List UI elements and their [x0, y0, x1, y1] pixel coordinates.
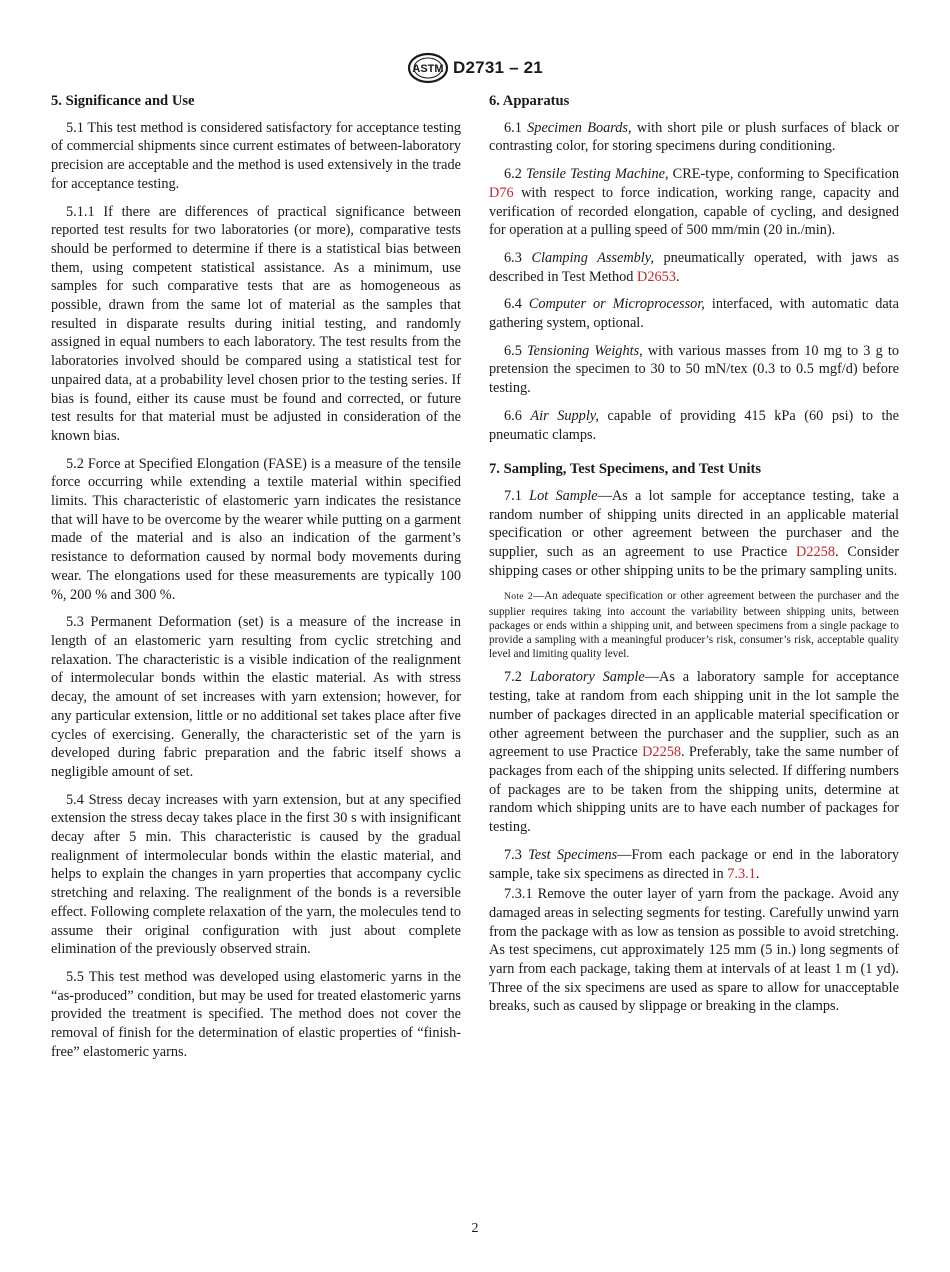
paragraph-5-2: 5.2 Force at Specified Elongation (FASE) is a measure of the tensile force occurring while extending a textile material within specified limits. This characteristic of elastomeric yarn indicates the resistance that will have to be overcome by the wearer while putting on a garment made of the material and is also an indication of the garment’s resistance to deformation caused by normal body movements during wear. The elongations used for these measurements are typically 100 %, 200 % and 300 %.	[51, 455, 461, 603]
svg-text:ASTM: ASTM	[412, 63, 444, 75]
paragraph-6-5: 6.5 Tensioning Weights, with various masses from 10 mg to 3 g to pretension the specimen to 30 to 50 mN/tex (0.3 to 0.5 mgf/d) before testing.	[489, 342, 899, 397]
paragraph-6-1: 6.1 Specimen Boards, with short pile or plush surfaces of black or contrasting color, for storing specimens during conditioning.	[489, 119, 899, 155]
link-d2258-2[interactable]: D2258	[642, 744, 682, 761]
left-column	[51, 92, 461, 1070]
paragraph-5-1: 5.1 This test method is considered satisfactory for acceptance testing of commercial shipments since current estimates of between-laboratory precision are acceptable and the method is used extensively in the trade for acceptance testing.	[51, 119, 461, 192]
right-column	[489, 92, 899, 1025]
paragraph-7-3-1: 7.3.1 Remove the outer layer of yarn from the package. Avoid any damaged areas in selecting segments for testing. Carefully unwind yarn from the package with as low as tension as possible to avoid stretching. As test specimens, cut approximately 125 mm (5 in.) long segments of yarn from each package, taking them at intervals of at least 1 m (1 yd). Three of the six specimens are used as spare to allow for unacceptable breaks, such as caused by slippage or breaking in the clamps.	[489, 886, 899, 1015]
section-5-title: 5. Significance and Use	[51, 93, 195, 109]
paragraph-5-5: 5.5 This test method was developed using elastomeric yarns in the “as-produced” condition, but may be used for treated elastomeric yarns provided the treatment is specified. The method does not cover the removal of finish for the determination of elastic properties of “finish-free” elastomeric yarns.	[51, 968, 461, 1060]
paragraph-5-1-1: 5.1.1 If there are differences of practical significance between reported test results for two laboratories (or more), comparative tests should be performed to determine if there is a statistical bias between them, using competent statistical assistance. As a minimum, use samples for such comparative tests that are as homogeneous as possible, drawn from the same lot of material as the samples that resulted in disparate results during initial testing, and randomly assigned in equal numbers to each laboratory. The test results from the laboratories involved should be compared using a statistical test for unpaired data, at a probability level chosen prior to the testing series. If bias is found, either its cause must be found and corrected, or future test results for that material must be adjusted in consideration of the known bias.	[51, 203, 461, 444]
page-number: 2	[471, 1221, 479, 1236]
paragraph-6-2: 6.2 Tensile Testing Machine, CRE-type, conforming to Specification D76 with respect to force indication, working range, capacity and verification of recorded elongation, capable of cycling, and designed for operation at a pulling speed of 500 mm/min (20 in./min).	[489, 166, 900, 239]
paragraph-6-6: 6.6 Air Supply, capable of providing 415 kPa (60 psi) to the pneumatic clamps.	[489, 407, 899, 443]
link-d2653[interactable]: D2653	[637, 268, 676, 285]
paragraph-7-3: 7.3 Test Specimens—From each package or end in the laboratory sample, take six specimens as directed in 7.3.1.	[489, 846, 899, 882]
page-header	[0, 52, 950, 84]
paragraph-6-3: 6.3 Clamping Assembly, pneumatically operated, with jaws as described in Test Method D2653.	[489, 249, 900, 285]
standard-designation: D2731 – 21	[453, 58, 543, 77]
note-2: Note 2—An adequate specification or other agreement between the purchaser and the supplier requires taking into account the variability between shipping units, between packages or ends within a shipping unit, and between specimens from a single package to provide a sampling with a meaningful producer’s risk, consumer’s risk, acceptable quality level and limiting quality level.	[489, 590, 899, 661]
astm-logo-icon	[407, 52, 449, 84]
link-d76[interactable]: D76	[489, 184, 514, 201]
section-7-title: 7. Sampling, Test Specimens, and Test Units	[489, 461, 762, 478]
paragraph-7-2: 7.2 Laboratory Sample—As a laboratory sample for acceptance testing, take at random from each shipping unit in the lot sample the number of packages directed in an applicable material specification or other agreement between the purchaser and the supplier, such as an agreement to use Practice D2258. Preferably, take the same number of packages from each of the shipping units selected. If differing numbers of packages are to be taken from the shipping units, determine at random which shipping units are to have each number of packages for testing.	[489, 669, 899, 836]
link-7-3-1[interactable]: 7.3.1	[727, 865, 756, 882]
paragraph-7-1: 7.1 Lot Sample—As a lot sample for acceptance testing, take a random number of shipping units directed in an applicable material specification or other agreement between the purchaser and the supplier, such as an agreement to use Practice D2258. Consider shipping cases or other shipping units to be the primary sampling units.	[489, 487, 899, 579]
paragraph-6-4: 6.4 Computer or Microprocessor, interfaced, with automatic data gathering system, optional.	[489, 296, 900, 332]
paragraph-5-3: 5.3 Permanent Deformation (set) is a measure of the increase in length of an elastomeric yarn resulting from cyclic stretching and relaxation. The characteristic is a visible indication of the realignment of intermolecular bonds within the elastic material. As with stress decay, the amount of set increases with yarn extension; however, for any particular extension, little or no additional set takes place after five cycles of exercising. Generally, the characteristic set of the yarn is developed during fabric preparation and the fabric itself shows a negligible amount of set.	[51, 614, 461, 780]
link-d2258[interactable]: D2258	[796, 544, 835, 561]
paragraph-5-4: 5.4 Stress decay increases with yarn extension, but at any specified extension the stress decay takes place in the first 30 s with insignificant decay after 5 min. This characteristic is caused by the gradual realignment of intermolecular bonds within the elastic material, and helps to explain the changes in yarn properties that accompany cyclic stretching and relaxing. The realignment of the bonds is a reversible effect. Following complete relaxation of the yarn, the molecules tend to assume their original configuration with just about complete elimination of the previously observed strain.	[51, 791, 461, 958]
section-6-title: 6. Apparatus	[489, 93, 570, 109]
